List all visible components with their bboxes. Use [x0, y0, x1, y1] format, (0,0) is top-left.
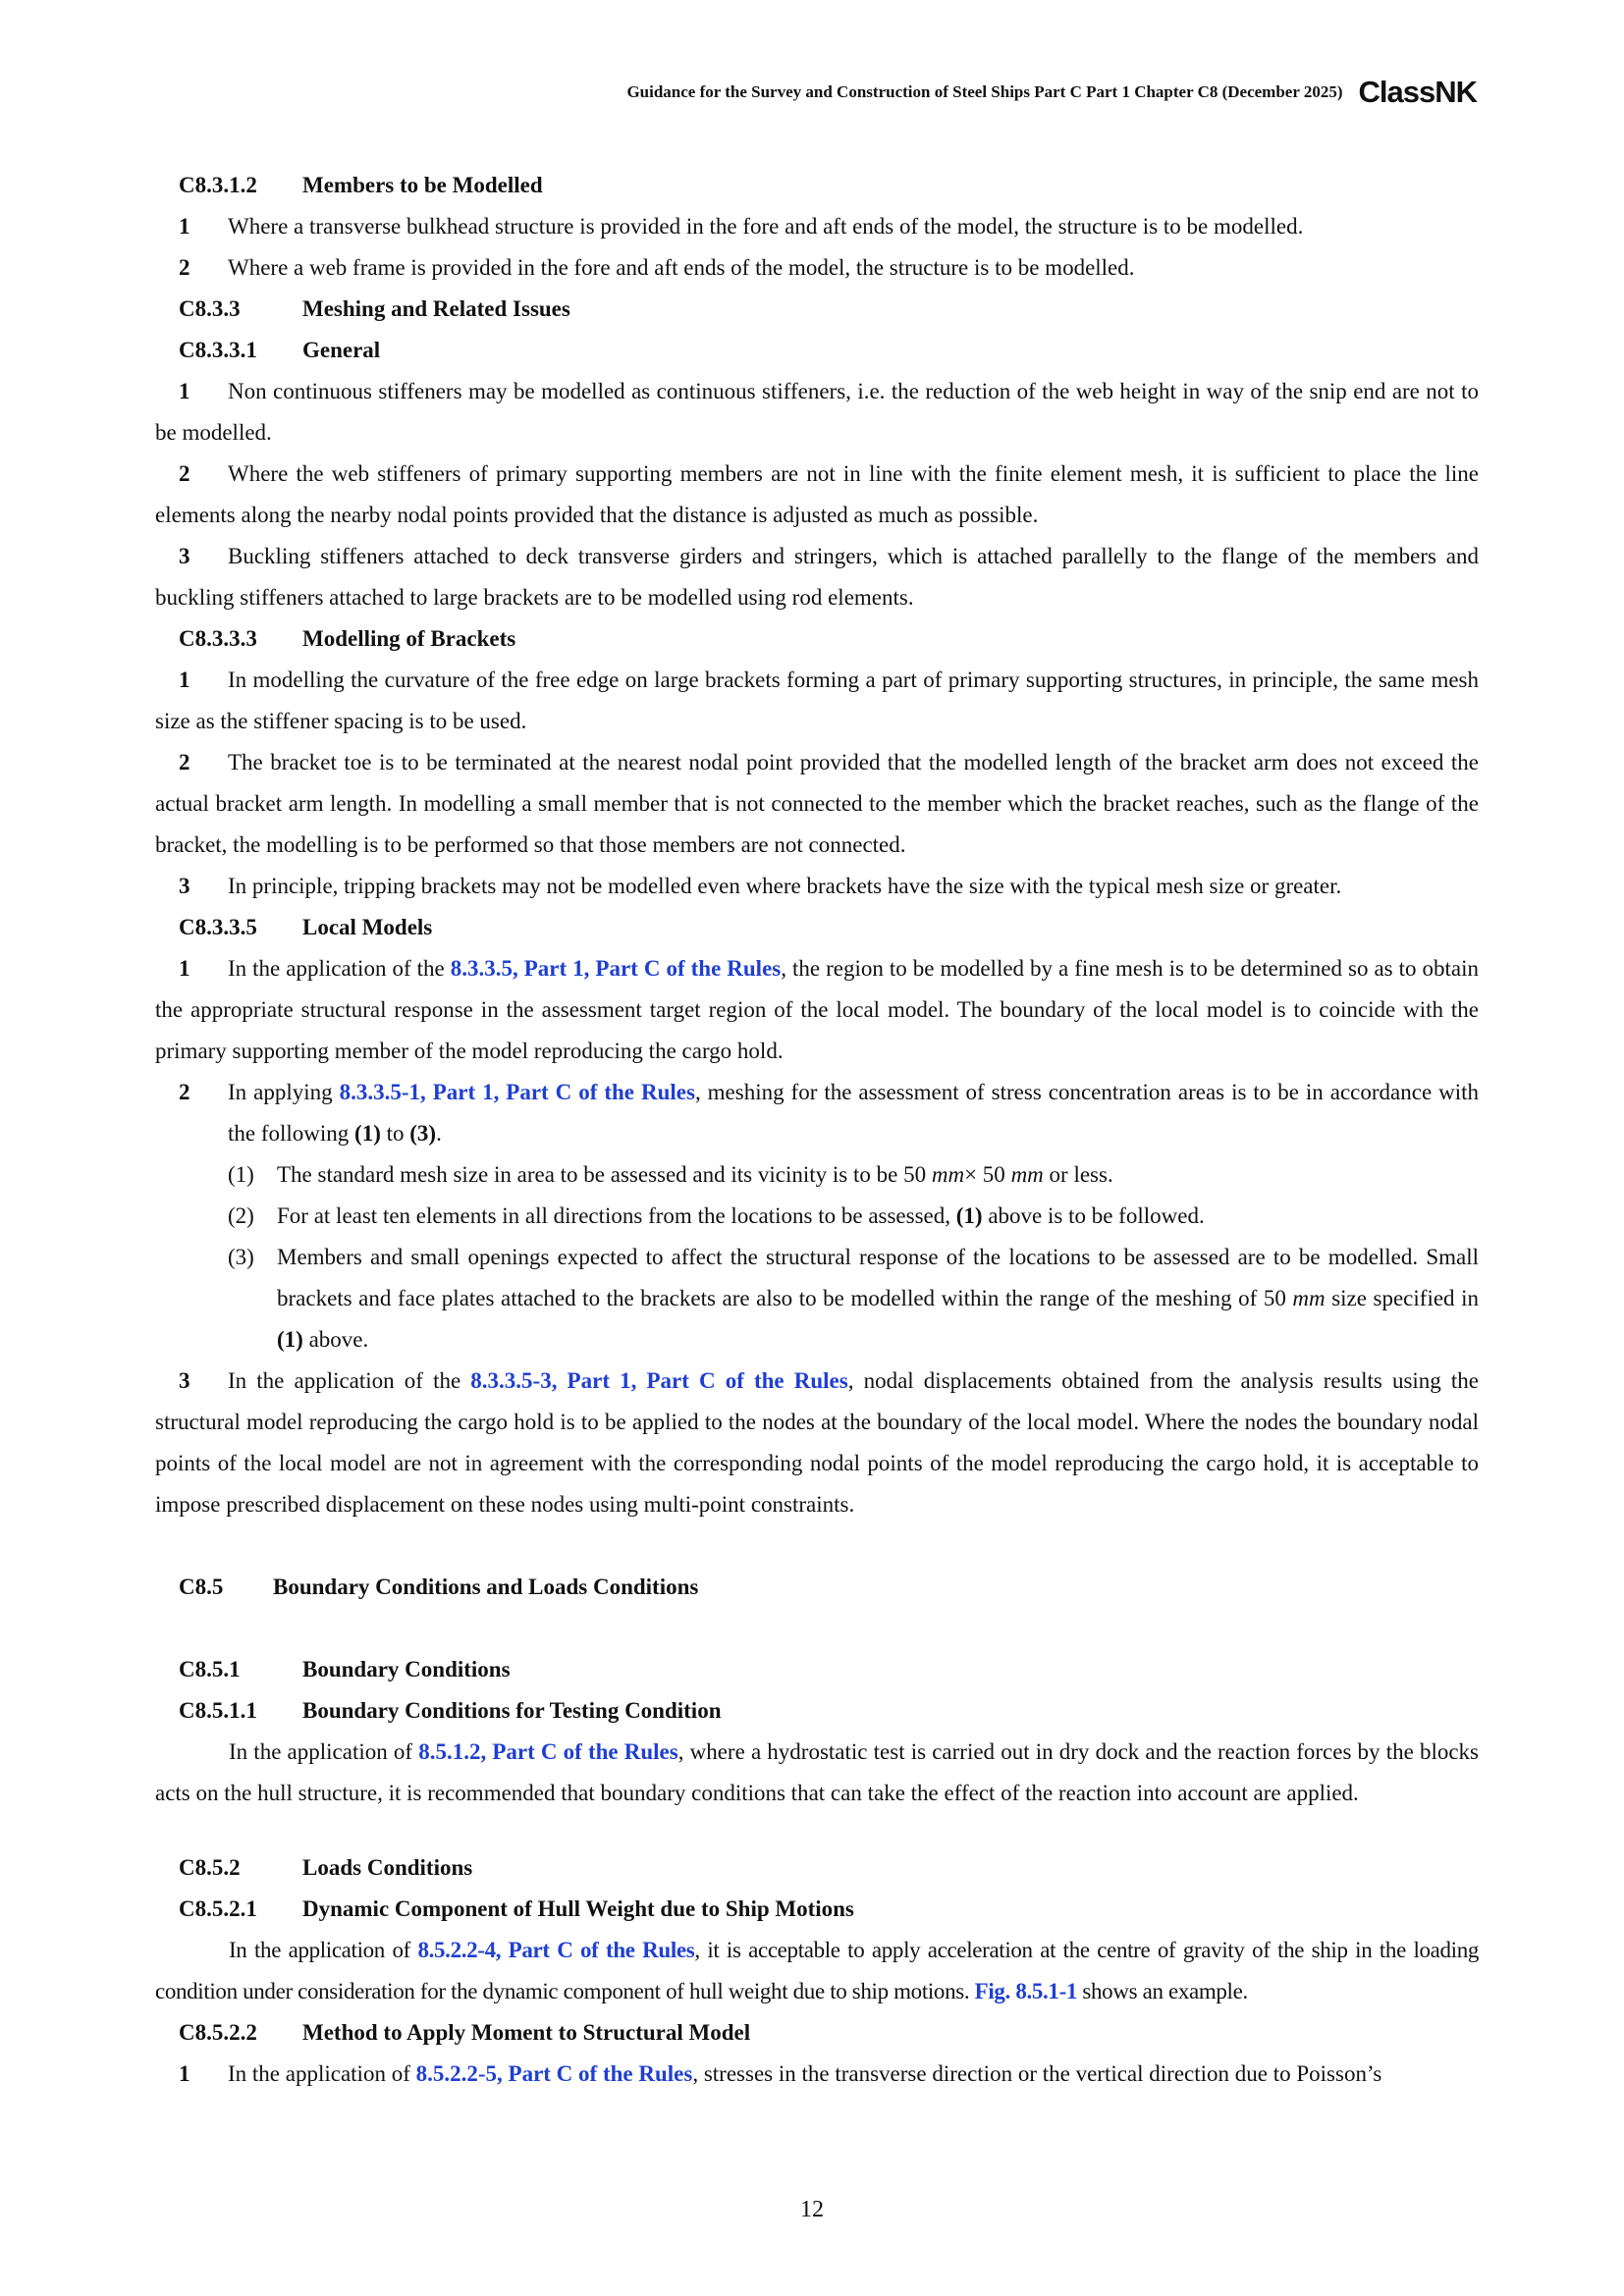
paragraph: In the application of 8.5.2.2-4, Part C of the Rules, it is acceptable to apply acceleration at the centre of gravity of the ship in the loading condition under consideration for the dynamic component of hull weight due to ship motions. Fig. 8.5.1-1 shows an example.: [155, 1938, 1480, 2003]
paragraph: In the application of 8.5.1.2, Part C of the Rules, where a hydrostatic test is carried out in dry dock and the reaction forces by the blocks acts on the hull structure, it is recommended that boundary conditions that can take the effect of the reaction into account are applied.: [155, 1739, 1480, 1805]
section-heading: C8.3.1.2 Members to be Modelled: [179, 173, 543, 197]
list-item: (3) Members and small openings expected to affect the structural response of the locations to be assessed are to be modelled. Small brackets and face plates attached to the brackets are also to be modelled within the range of the meshing of 50 mm size specified in (1) above.: [228, 1245, 1479, 1352]
paragraph: 2 Where a web frame is provided in the fore and aft ends of the model, the structure is to be modelled.: [179, 255, 1135, 280]
rules-reference-link[interactable]: 8.3.3.5-1, Part 1, Part C of the Rules: [339, 1080, 695, 1104]
classnk-logo: ClassNK: [1358, 75, 1477, 109]
list-item: (1) The standard mesh size in area to be assessed and its vicinity is to be 50 mm× 50 mm or less.: [228, 1162, 1113, 1187]
paragraph: 1 Where a transverse bulkhead structure is provided in the fore and aft ends of the model, the structure is to be modelled.: [179, 214, 1304, 239]
section-heading: C8.3.3 Meshing and Related Issues: [179, 296, 570, 321]
section-heading: C8.5.2 Loads Conditions: [179, 1855, 473, 1880]
paragraph: 1 In the application of 8.5.2.2-5, Part C of the Rules, stresses in the transverse direction or the vertical direction due to Poisson’s: [179, 2061, 1382, 2086]
paragraph: 3 In the application of the 8.3.3.5-3, Part 1, Part C of the Rules, nodal displacements obtained from the analysis results using the structural model reproducing the cargo hold is to be applied to the nodes at the boundary of the local model. Where the nodes the boundary nodal points of the local model are not in agreement with the corresponding nodal points of the model reproducing the cargo hold, it is acceptable to impose prescribed displacement on these nodes using multi-point constraints.: [155, 1368, 1479, 1517]
rules-reference-link[interactable]: 8.5.2.2-4, Part C of the Rules: [417, 1938, 695, 1962]
spacer: [155, 1608, 1479, 1649]
paragraph: 2 Where the web stiffeners of primary supporting members are not in line with the finite element mesh, it is sufficient to place the line elements along the nearby nodal points provided that the distance is adjusted as much as possible.: [155, 461, 1479, 527]
paragraph: 3 Buckling stiffeners attached to deck transverse girders and stringers, which is attached parallelly to the flange of the members and buckling stiffeners attached to large brackets are to be modelled using rod elements.: [155, 544, 1479, 610]
page-header: [626, 77, 1477, 107]
spacer: [155, 1525, 1479, 1567]
paragraph: 1 In the application of the 8.3.3.5, Part 1, Part C of the Rules, the region to be modelled by a fine mesh is to be determined so as to obtain the appropriate structural response in the assessment target region of the local model. The boundary of the local model is to coincide with the primary supporting member of the model reproducing the cargo hold.: [155, 956, 1479, 1063]
rules-reference-link[interactable]: 8.5.2.2-5, Part C of the Rules: [415, 2061, 693, 2086]
spacer: [155, 1814, 1479, 1847]
section-heading: C8.5 Boundary Conditions and Loads Conditions: [179, 1575, 699, 1599]
document-body: [155, 165, 1479, 2095]
list-item: (2) For at least ten elements in all directions from the locations to be assessed, (1) above is to be followed.: [228, 1203, 1205, 1228]
section-heading: C8.5.2.2 Method to Apply Moment to Structural Model: [179, 2020, 751, 2045]
rules-reference-link[interactable]: 8.3.3.5, Part 1, Part C of the Rules: [450, 956, 782, 981]
page-number: 12: [800, 2197, 824, 2222]
paragraph: 2 The bracket toe is to be terminated at the nearest nodal point provided that the modelled length of the bracket arm does not exceed the actual bracket arm length. In modelling a small member that is not connected to the member which the bracket reaches, such as the flange of the bracket, the modelling is to be performed so that those members are not connected.: [155, 750, 1479, 857]
header-title: Guidance for the Survey and Construction of Steel Ships Part C Part 1 Chapter C8 (December 2025): [626, 81, 1343, 101]
rules-reference-link[interactable]: 8.3.3.5-3, Part 1, Part C of the Rules: [470, 1368, 848, 1393]
paragraph: 2 In applying 8.3.3.5-1, Part 1, Part C of the Rules, meshing for the assessment of stress concentration areas is to be in accordance with the following (1) to (3).: [179, 1080, 1479, 1146]
paragraph: 1 Non continuous stiffeners may be modelled as continuous stiffeners, i.e. the reduction of the web height in way of the snip end are not to be modelled.: [155, 379, 1479, 445]
section-heading: C8.5.1 Boundary Conditions: [179, 1657, 511, 1682]
figure-reference-link[interactable]: Fig. 8.5.1-1: [974, 1979, 1078, 2003]
section-heading: C8.3.3.5 Local Models: [179, 915, 433, 939]
section-heading: C8.5.1.1 Boundary Conditions for Testing Condition: [179, 1698, 722, 1723]
rules-reference-link[interactable]: 8.5.1.2, Part C of the Rules: [418, 1739, 678, 1764]
paragraph: 3 In principle, tripping brackets may not be modelled even where brackets have the size with the typical mesh size or greater.: [179, 874, 1342, 898]
section-heading: C8.3.3.3 Modelling of Brackets: [179, 626, 516, 651]
section-heading: C8.5.2.1 Dynamic Component of Hull Weight due to Ship Motions: [179, 1896, 854, 1921]
paragraph: 1 In modelling the curvature of the free edge on large brackets forming a part of primary supporting structures, in principle, the same mesh size as the stiffener spacing is to be used.: [155, 667, 1479, 733]
section-heading: C8.3.3.1 General: [179, 338, 381, 362]
